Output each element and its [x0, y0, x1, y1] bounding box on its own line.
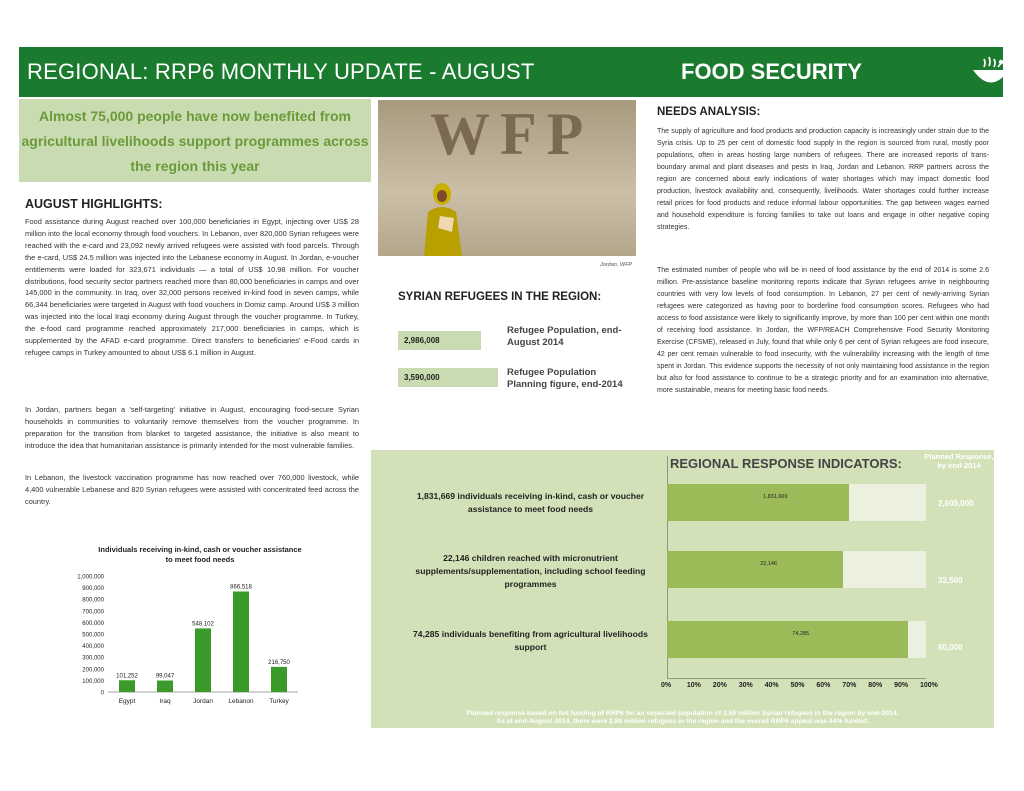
- bar-iraq: [157, 681, 173, 692]
- x-tick-label-jordan: Jordan: [193, 698, 213, 705]
- planned-value-micronutrients: 32,500: [938, 576, 963, 585]
- y-tick-label: 200,000: [82, 667, 104, 674]
- percent-tick-5: 50%: [790, 682, 805, 689]
- indicator-track-micronutrients: [667, 551, 926, 588]
- data-label-egypt: 101,252: [116, 673, 138, 680]
- refugee-planning-bar: 3,590,000: [398, 368, 498, 387]
- percent-tick-2: 20%: [712, 682, 727, 689]
- report-title: REGIONAL: RRP6 MONTHLY UPDATE - AUGUST: [27, 59, 535, 84]
- sector-title: FOOD SECURITY: [681, 59, 862, 84]
- indicator-track-food-assistance: [667, 484, 926, 521]
- indicator-value-micronutrients: 22,146: [760, 561, 778, 567]
- highlights-heading: AUGUST HIGHLIGHTS:: [25, 197, 163, 211]
- y-tick-label: 900,000: [82, 586, 104, 593]
- highlights-paragraph-3: In Lebanon, the livestock vaccination programme has now reached over 760,000 livestock, while 4,400 vulnerable Lebanese and 820 Syrian refugees were assisted with concentrated feed across the country.: [25, 473, 359, 506]
- data-label-jordan: 548,102: [192, 621, 214, 628]
- wfp-photo: [378, 100, 636, 256]
- highlights-paragraph-2: In Jordan, partners began a 'self-targeting' initiative in August, encouraging food-secure Syrian households in communities to voluntarily remove themselves from the voucher programme. In preparation for the transition from blanket to targeted assistance, the initiative is also meant to introduce the idea that humanitarian assistance is primarily intended for the most vulnerable families.: [25, 405, 359, 450]
- indicator-bar-livelihoods: [667, 621, 908, 658]
- bar-jordan: [195, 628, 211, 692]
- wfp-sign-text: WFP: [430, 101, 594, 167]
- x-tick-label-egypt: Egypt: [118, 698, 136, 705]
- needs-paragraph-2: The estimated number of people who will be in need of food assistance by the end of 2014 is some 2.6 million. Pre-assistance baseline monitoring reports indicate that Syrian refugees arrive in neighbouring countries with very low levels of food consumption. In Lebanon, 27 per cent of newly-arriving Syrian refugees were categorized as having poor to borderline food consumption scores. Refugees who had access to food assistance were likely to significantly improve, by more than 100 per cent within one month of receiving food assistance. In Jordan, the WFP/REACH Comprehensive Food Security Monitoring Exercise (CFSME), released in July, found that while only 6 per cent of Syrian refugees are food insecure, 42 per cent remain vulnerable to food insecurity, with the vulnerability increasing with the length of time spent in Jordan. This evidence supports the necessity of not only maintaining food assistance in the region but also for food assistance to continue to be a strategic priority and for an examination into alternative, more sustainable, means for meeting basic food needs.: [657, 267, 989, 394]
- photo-credit: Jordan, WFP: [600, 262, 633, 268]
- indicator-track-livelihoods: [667, 621, 926, 658]
- refugees-heading: SYRIAN REFUGEES IN THE REGION:: [398, 291, 602, 303]
- refugee-population-bar: 2,986,008: [398, 331, 481, 350]
- food-bowl-icon: [970, 55, 1012, 94]
- percent-tick-10: 100%: [920, 682, 938, 689]
- footnote-funding: As at end-August 2014, there were 2.88 million refugees in the region and the overall RRP6 appeal was 44% funded.: [496, 718, 869, 725]
- needs-paragraph-1: The supply of agriculture and food products and production capacity is increasingly under strain due to the Syria crisis. Up to 25 per cent of domestic food supply in the region is sourced from rural, mostly poor populations, often in areas hosting large numbers of refugees. There are increased reports of trans-boundary animal and plant diseases and pests in Iraq, Jordan and Lebanon. RRP partners across the region are concerned about early indications of water shortages which may impact domestic food production, livestock availability and, consequently, livelihoods. Water shortages could further increase retail prices for food products and reduce informal labour opportunities. The gap between wages earned and household expenditure is forcing families to take out loans and engage in other negative coping strategies.: [657, 128, 989, 231]
- percent-tick-3: 30%: [738, 682, 753, 689]
- data-label-iraq: 99,047: [155, 673, 175, 680]
- data-label-turkey: 216,750: [268, 659, 290, 666]
- bar-turkey: [271, 667, 287, 692]
- percent-tick-8: 80%: [868, 682, 883, 689]
- indicator-label-food-assistance: 1,831,669 individuals receiving in-kind, cash or voucher assistance to meet food needs: [416, 491, 645, 514]
- y-tick-label: 100,000: [82, 678, 104, 685]
- indicator-bar-food-assistance: [667, 484, 849, 521]
- planned-value-food-assistance: 2,605,000: [938, 499, 974, 508]
- y-tick-label: 0: [100, 690, 104, 697]
- y-tick-label: 500,000: [82, 632, 104, 639]
- chart-title-line-1: Individuals receiving in-kind, cash or voucher assistance: [98, 545, 302, 554]
- indicator-label-livelihoods: 74,285 individuals benefiting from agricultural livelihoods support: [413, 629, 648, 652]
- data-label-lebanon: 866,518: [230, 584, 252, 591]
- bar-lebanon: [233, 591, 249, 692]
- indicator-bar-micronutrients: [667, 551, 843, 588]
- indicators-heading: REGIONAL RESPONSE INDICATORS:: [670, 456, 902, 471]
- needs-heading: NEEDS ANALYSIS:: [657, 106, 761, 118]
- footnote-planned-response: Planned response based on full funding of RRP6 for an expected population of 3.59 million Syrian refugees in the region by end-2014.: [466, 710, 899, 717]
- percent-tick-1: 10%: [686, 682, 701, 689]
- indicator-value-food-assistance: 1,831,669: [763, 494, 788, 500]
- header-banner: [19, 47, 1003, 97]
- percent-tick-7: 70%: [842, 682, 857, 689]
- woman-figure: [414, 180, 474, 256]
- y-tick-label: 800,000: [82, 597, 104, 604]
- chart-title-line-2: to meet food needs: [165, 555, 235, 564]
- indicator-value-livelihoods: 74,285: [792, 631, 810, 637]
- headline-box: Almost 75,000 people have now benefited from agricultural livelihoods support programmes across the region this year: [19, 99, 371, 182]
- percent-tick-6: 60%: [816, 682, 831, 689]
- y-tick-label: 400,000: [82, 644, 104, 651]
- country-bar-chart: [60, 540, 310, 715]
- percent-tick-0: 0%: [661, 682, 672, 689]
- indicator-label-micronutrients: 22,146 children reached with micronutrient supplements/supplementation, including school feeding programmes: [415, 553, 646, 589]
- refugee-planning-label: Refugee Population Planning figure, end-2014: [507, 367, 623, 390]
- highlights-paragraph-1: Food assistance during August reached over 100,000 beneficiaries in Egypt, injecting over US$ 28 million into the local economy through food vouchers. In Lebanon, over 820,000 Syrian refugees were reached with the e-card and 23,092 newly arrived refugees were assisted with food parcels. Through the e-card, US$ 24.5 million was injected into the Lebanese economy in August. In Jordan, e-voucher entitlements were loaded for 323,671 individuals — a total of US$ 10.98 million. For voucher distributions, food security sector partners reached more than 80,000 beneficiaries in camps and over 145,000 in the community. In Iraq, over 32,000 persons received in-kind food in seven camps, while 66,344 beneficiaries were targeted in August with food vouchers in Domiz camp. Around US$ 3 million was injected into the local Iraqi economy during August through the voucher programme. In Turkey, the e-food card programme reached approximately 217,000 beneficiaries in camps, which is supplemented by the AFAD e-card programme. Direct transfers to beneficiaries' e-Food cards in refugee camps in Turkey amounted to about US$ 6.1 million in August.: [25, 217, 359, 357]
- x-tick-label-turkey: Turkey: [269, 698, 289, 705]
- x-tick-label-lebanon: Lebanon: [228, 698, 254, 705]
- percent-tick-4: 40%: [764, 682, 779, 689]
- planned-value-livelihoods: 80,000: [938, 643, 963, 652]
- percent-tick-9: 90%: [894, 682, 909, 689]
- y-tick-label: 1,000,000: [77, 574, 104, 581]
- y-tick-label: 700,000: [82, 609, 104, 616]
- y-tick-label: 600,000: [82, 620, 104, 627]
- planned-response-heading: Planned Response, by end-2014: [924, 452, 994, 470]
- bar-egypt: [119, 680, 135, 692]
- country-bar-chart-svg: [60, 540, 310, 715]
- refugee-population-label: Refugee Population, end-August 2014: [507, 325, 622, 348]
- x-tick-label-iraq: Iraq: [159, 698, 171, 705]
- y-tick-label: 300,000: [82, 655, 104, 662]
